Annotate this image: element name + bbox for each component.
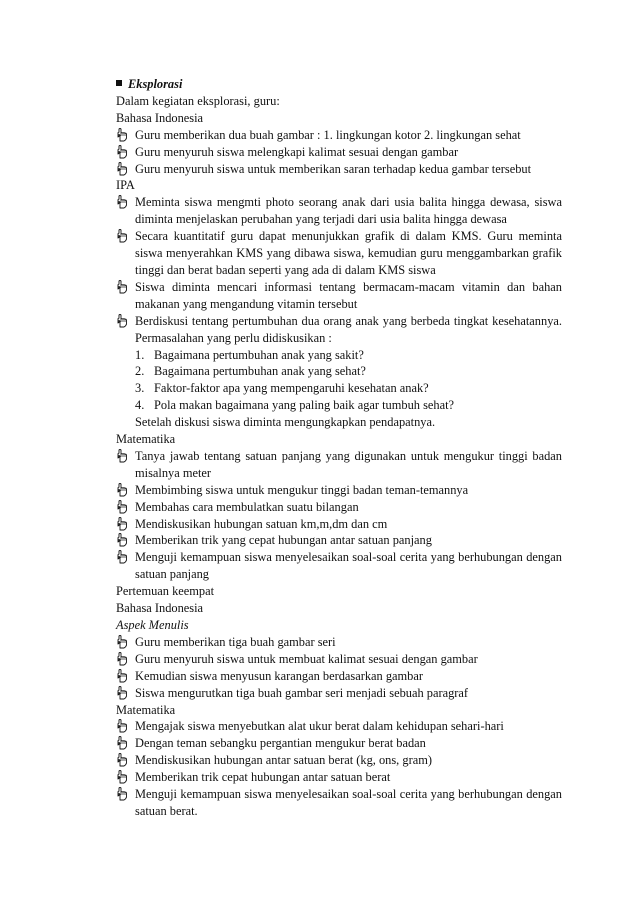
pointing-hand-icon	[116, 753, 128, 767]
list-item: Menguji kemampuan siswa menyelesaikan soal-soal cerita yang berhubungan dengan satuan berat.	[116, 786, 562, 820]
pointing-hand-icon	[116, 652, 128, 666]
intro-text: Dalam kegiatan eksplorasi, guru:	[116, 93, 280, 108]
list-item: Guru memberikan tiga buah gambar seri	[116, 634, 562, 651]
question-item: 3. Faktor-faktor apa yang mempengaruhi kesehatan anak?	[135, 381, 429, 396]
pointing-hand-icon	[116, 145, 128, 159]
list-item: Membahas cara membulatkan suatu bilangan	[116, 499, 562, 516]
question-item: 2. Bagaimana pertumbuhan anak yang sehat?	[135, 364, 366, 379]
list-item: Guru menyuruh siswa untuk memberikan saran terhadap kedua gambar tersebut	[116, 161, 562, 178]
mat1-list	[116, 448, 562, 583]
ipa-list	[116, 194, 562, 346]
list-item: Tanya jawab tentang satuan panjang yang digunakan untuk mengukur tinggi badan misalnya meter	[116, 448, 562, 482]
list-item: Mendiskusikan hubungan satuan km,m,dm dan cm	[116, 516, 562, 533]
section-heading: Eksplorasi	[116, 76, 562, 93]
pointing-hand-icon	[116, 449, 128, 463]
question-item: 4. Pola makan bagaimana yang paling baik agar tumbuh sehat?	[135, 398, 455, 413]
pointing-hand-icon	[116, 686, 128, 700]
subject-ipa: IPA	[116, 178, 135, 193]
list-item: Memberikan trik yang cepat hubungan antar satuan panjang	[116, 532, 562, 549]
list-item: Dengan teman sebangku pergantian mengukur berat badan	[116, 735, 562, 752]
ipa-closing: Setelah diskusi siswa diminta mengungkapkan pendapatnya.	[135, 415, 436, 430]
pointing-hand-icon	[116, 550, 128, 564]
subject-bahasa-indonesia-1: Bahasa Indonesia	[116, 110, 204, 125]
list-item: Guru menyuruh siswa melengkapi kalimat sesuai dengan gambar	[116, 144, 562, 161]
pointing-hand-icon	[116, 162, 128, 176]
list-item: Berdiskusi tentang pertumbuhan dua orang anak yang berbeda tingkat kesehatannya. Permasalahan yang perlu didiskusikan :	[116, 313, 562, 347]
subject-matematika-2: Matematika	[116, 702, 176, 717]
question-list	[135, 347, 562, 415]
list-item: Mendiskusikan hubungan antar satuan berat (kg, ons, gram)	[116, 752, 562, 769]
pointing-hand-icon	[116, 719, 128, 733]
pointing-hand-icon	[116, 280, 128, 294]
pointing-hand-icon	[116, 195, 128, 209]
question-item: 1. Bagaimana pertumbuhan anak yang sakit?	[135, 347, 364, 362]
list-item: Guru memberikan dua buah gambar : 1. lingkungan kotor 2. lingkungan sehat	[116, 127, 562, 144]
pointing-hand-icon	[116, 669, 128, 683]
list-item: Membimbing siswa untuk mengukur tinggi badan teman-temannya	[116, 482, 562, 499]
pointing-hand-icon	[116, 736, 128, 750]
list-item: Meminta siswa mengmti photo seorang anak dari usia balita hingga dewasa, siswa diminta menjelaskan perubahan yang terjadi dari usia balita hingga dewasa	[116, 194, 562, 228]
ipa-questions	[116, 347, 562, 432]
list-item: Menguji kemampuan siswa menyelesaikan soal-soal cerita yang berhubungan dengan satuan panjang	[116, 549, 562, 583]
list-item: Kemudian siswa menyusun karangan berdasarkan gambar	[116, 668, 562, 685]
mat2-list	[116, 718, 562, 819]
pointing-hand-icon	[116, 314, 128, 328]
list-item: Guru menyuruh siswa untuk membuat kalimat sesuai dengan gambar	[116, 651, 562, 668]
list-item: Siswa diminta mencari informasi tentang bermacam-macam vitamin dan bahan makanan yang mengandung vitamin tersebut	[116, 279, 562, 313]
list-item: Mengajak siswa menyebutkan alat ukur berat dalam kehidupan sehari-hari	[116, 718, 562, 735]
document-page	[116, 76, 562, 820]
bi1-list	[116, 127, 562, 178]
pointing-hand-icon	[116, 229, 128, 243]
pointing-hand-icon	[116, 500, 128, 514]
aspect-heading: Aspek Menulis	[116, 618, 189, 632]
bi2-list	[116, 634, 562, 702]
meeting-heading: Pertemuan keempat	[116, 584, 215, 599]
pointing-hand-icon	[116, 533, 128, 547]
pointing-hand-icon	[116, 770, 128, 784]
list-item: Secara kuantitatif guru dapat menunjukkan grafik di dalam KMS. Guru meminta siswa menyerahkan KMS yang dibawa siswa, kemudian guru menggambarkan grafik tinggi dan berat badan seperti yang ada di dalam KMS siswa	[116, 228, 562, 279]
pointing-hand-icon	[116, 128, 128, 142]
pointing-hand-icon	[116, 483, 128, 497]
pointing-hand-icon	[116, 517, 128, 531]
list-item: Siswa mengurutkan tiga buah gambar seri menjadi sebuah paragraf	[116, 685, 562, 702]
pointing-hand-icon	[116, 635, 128, 649]
pointing-hand-icon	[116, 787, 128, 801]
square-bullet-icon	[116, 80, 122, 86]
subject-bahasa-indonesia-2: Bahasa Indonesia	[116, 601, 204, 616]
list-item: Memberikan trik cepat hubungan antar satuan berat	[116, 769, 562, 786]
subject-matematika-1: Matematika	[116, 432, 176, 447]
